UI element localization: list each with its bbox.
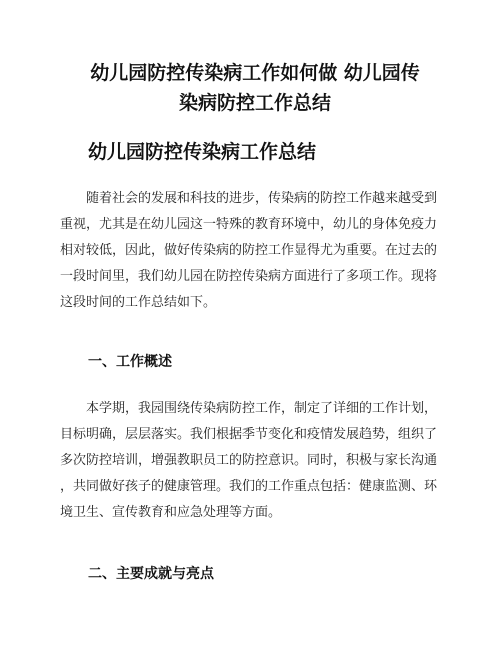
paragraph-line: 一段时间里，我们幼儿园在防控传染病方面进行了多项工作。现将 bbox=[60, 269, 438, 284]
heading-work-overview: 一、工作概述 bbox=[88, 354, 172, 370]
paragraph-line: 本学期，我园围绕传染病防控工作，制定了详细的工作计划， bbox=[86, 401, 438, 416]
paragraph-line: 相对较低，因此，做好传染病的防控工作显得尤为重要。在过去的 bbox=[60, 243, 438, 258]
heading-achievements: 二、主要成就与亮点 bbox=[88, 566, 214, 582]
paragraph-line: 目标明确，层层落实。我们根据季节变化和疫情发展趋势，组织了 bbox=[60, 427, 438, 442]
document-title-line-1: 幼儿园防控传染病工作如何做 幼儿园传 bbox=[90, 62, 420, 84]
paragraph-line: 这段时间的工作总结如下。 bbox=[60, 295, 217, 310]
overview-paragraph bbox=[60, 396, 440, 526]
document-title-line-2: 染病防控工作总结 bbox=[178, 92, 331, 114]
paragraph-line: ，共同做好孩子的健康管理。我们的工作重点包括：健康监测、环 bbox=[60, 479, 438, 494]
intro-paragraph bbox=[60, 186, 440, 316]
paragraph-line: 多次防控培训，增强教职员工的防控意识。同时，积极与家长沟通 bbox=[60, 453, 438, 468]
paragraph-line: 重视，尤其是在幼儿园这一特殊的教育环境中，幼儿的身体免疫力 bbox=[60, 217, 438, 232]
paragraph-line: 境卫生、宣传教育和应急处理等方面。 bbox=[60, 505, 282, 520]
document-title bbox=[60, 58, 450, 118]
paragraph-line: 随着社会的发展和科技的进步，传染病的防控工作越来越受到 bbox=[86, 191, 438, 206]
section-title: 幼儿园防控传染病工作总结 bbox=[88, 141, 317, 163]
